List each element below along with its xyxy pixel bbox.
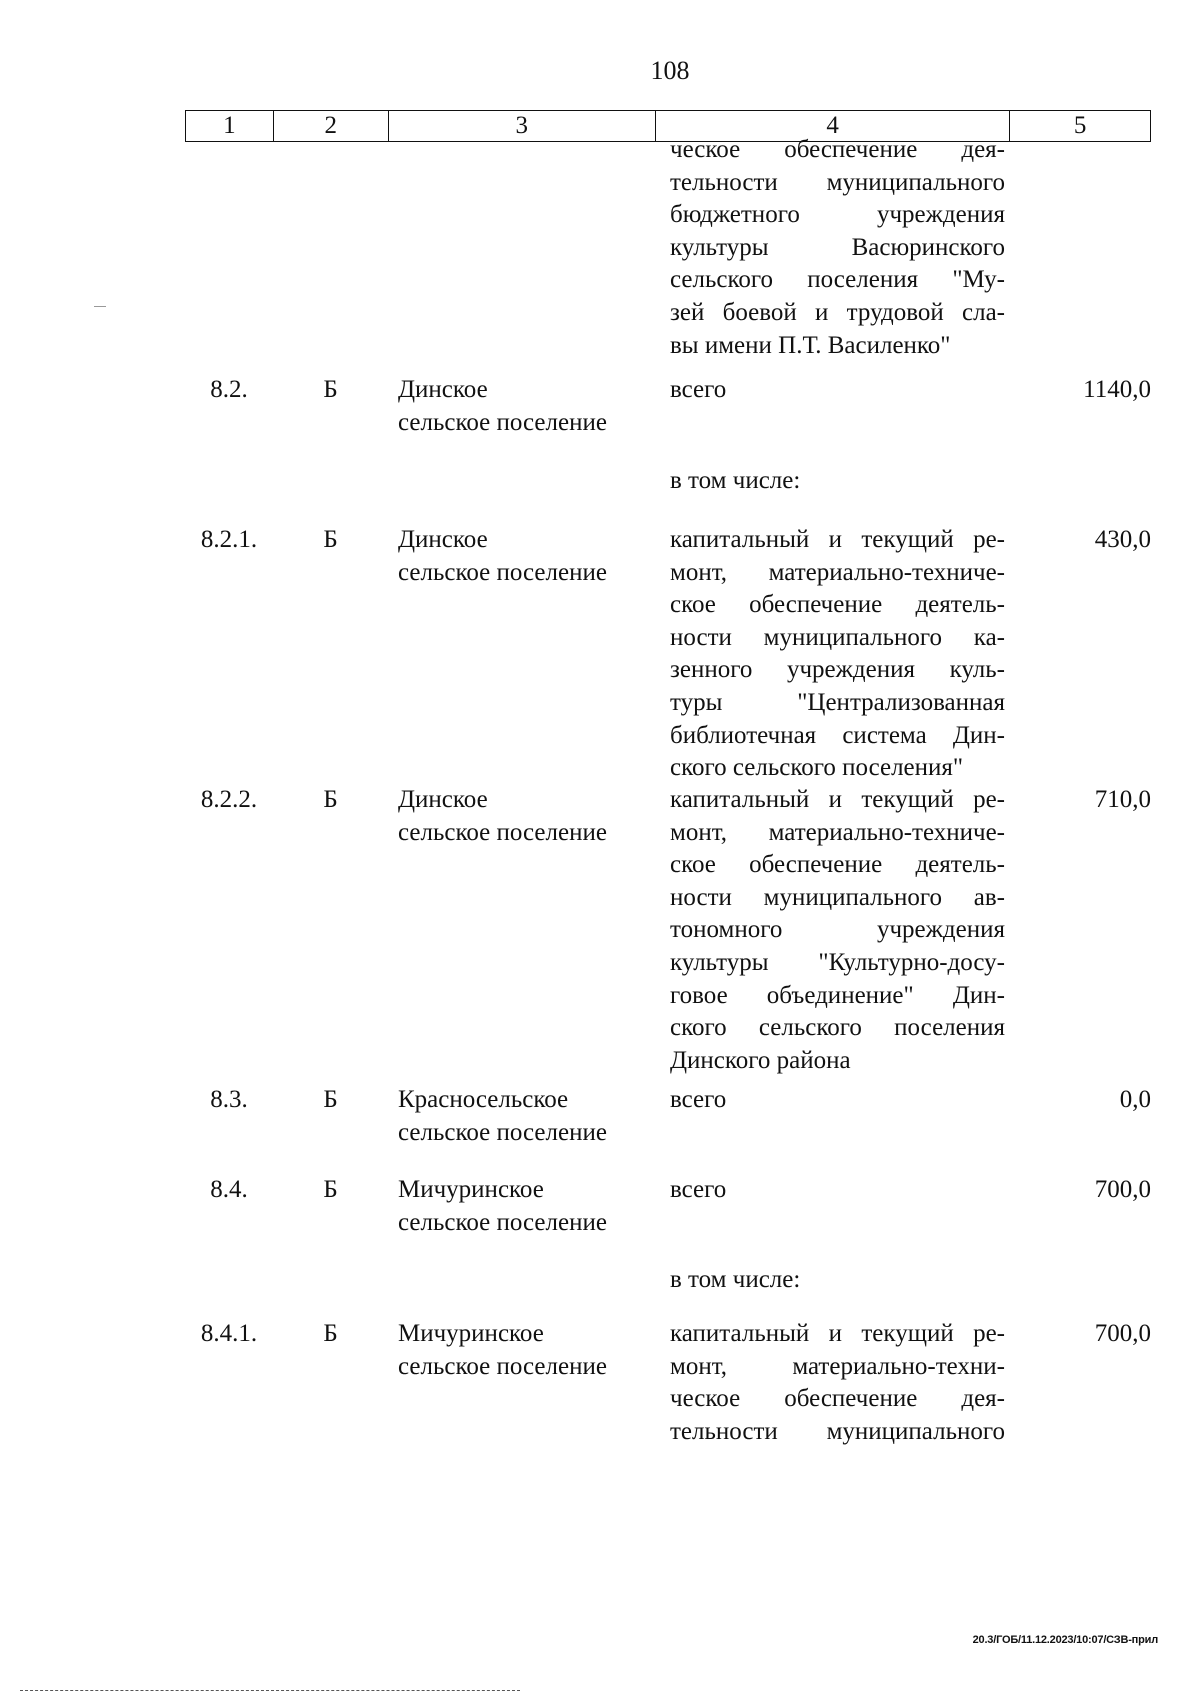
name-line: сельское поселение [398,558,607,586]
desc-line: капитальный и текущий ре- [670,1320,1005,1347]
name-line: Динское [398,376,488,403]
row-value: 700,0 [1094,1320,1151,1347]
row-number: 8.3. [210,1086,248,1113]
row-name [398,374,658,439]
desc-line: тельности муниципального [670,1417,1005,1445]
desc-line: сельского поселения "Му- [670,266,1005,294]
note-text: в том числе: [670,1266,801,1293]
scan-edge-line [20,1690,520,1691]
row-number: 8.2. [210,376,248,403]
page-number: 108 [650,56,690,85]
name-line: Мичуринское [398,1320,544,1347]
note-text: в том числе: [670,467,801,494]
desc-line: всего [670,1086,727,1113]
desc-line: говое объединение" Дин- [670,981,1005,1009]
desc-line: ческое обеспечение дея- [670,136,1005,163]
desc-line: бюджетного учреждения [670,201,1005,229]
name-line: сельское поселение [398,1352,607,1380]
row-name [398,1318,658,1383]
row-desc [670,1084,1005,1117]
row-code: Б [323,1086,338,1113]
row-desc [670,784,1005,1077]
footer-document-code: 20.3/ГОБ/11.12.2023/10:07/СЗВ-прил [972,1634,1158,1646]
desc-line: всего [670,376,727,403]
desc-line: монт, материально-техниче- [670,558,1005,586]
desc-line: вы имени П.Т. Василенко" [670,331,951,359]
row-number: 8.4.1. [200,1320,258,1347]
row-number: 8.2.2. [200,786,258,813]
desc-line: зенного учреждения куль- [670,656,1005,684]
row-value: 0,0 [1119,1086,1151,1113]
name-line: Мичуринское [398,1176,544,1203]
desc-line: туры "Централизованная [670,688,1005,716]
desc-line: монт, материально-техни- [670,1352,1005,1380]
desc-line: зей боевой и трудовой сла- [670,298,1005,326]
desc-line: Динского района [670,1046,851,1074]
name-line: сельское поселение [398,1208,607,1236]
name-line: Динское [398,526,488,553]
desc-line: ского сельского поселения" [670,754,964,782]
row-name [398,784,658,849]
note-cell [670,1264,1005,1297]
row-code: Б [323,376,338,403]
table-header-row [185,110,1151,142]
row-value: 710,0 [1094,786,1151,813]
margin-mark [94,306,106,307]
row-desc [670,1174,1005,1207]
row-desc [670,1318,1005,1448]
row-desc [670,524,1005,785]
desc-line: тельности муниципального [670,168,1005,196]
row-number: 8.2.1. [200,526,258,553]
row-number: 8.4. [210,1176,248,1203]
desc-line: ское обеспечение деятель- [670,591,1005,619]
row-value: 430,0 [1094,526,1151,553]
header-col-2: 2 [274,111,389,141]
desc-line: тономного учреждения [670,916,1005,944]
desc-line: всего [670,1176,727,1203]
desc-line: капитальный и текущий ре- [670,786,1005,813]
row-code: Б [323,526,338,553]
header-col-1: 1 [186,111,274,141]
name-line: сельское поселение [398,1118,607,1146]
desc-line: капитальный и текущий ре- [670,526,1005,553]
desc-line: ческое обеспечение дея- [670,1385,1005,1413]
row-name [398,1174,658,1239]
header-col-3: 3 [389,111,656,141]
desc-line: библиотечная система Дин- [670,721,1005,749]
desc-line: культуры "Культурно-досу- [670,948,1005,976]
desc-line: монт, материально-техниче- [670,818,1005,846]
name-line: Красносельское [398,1086,569,1113]
desc-line: ского сельского поселения [670,1014,1005,1042]
name-line: сельское поселение [398,818,607,846]
desc-line: культуры Васюринского [670,233,1005,261]
name-line: Динское [398,786,488,813]
row-value: 1140,0 [1083,376,1151,403]
desc-line: ности муниципального ка- [670,623,1005,651]
row-code: Б [323,1320,338,1347]
row-code: Б [323,786,338,813]
desc-line: ское обеспечение деятель- [670,851,1005,879]
row-code: Б [323,1176,338,1203]
header-col-5: 5 [1073,112,1087,139]
row-name [398,524,658,589]
desc-line: ности муниципального ав- [670,883,1005,911]
continuation-desc [670,134,1005,362]
row-desc [670,374,1005,407]
header-col-4: 4 [656,111,1010,141]
note-cell [670,465,1005,498]
row-value: 700,0 [1094,1176,1151,1203]
name-line: сельское поселение [398,408,607,436]
row-name [398,1084,658,1149]
